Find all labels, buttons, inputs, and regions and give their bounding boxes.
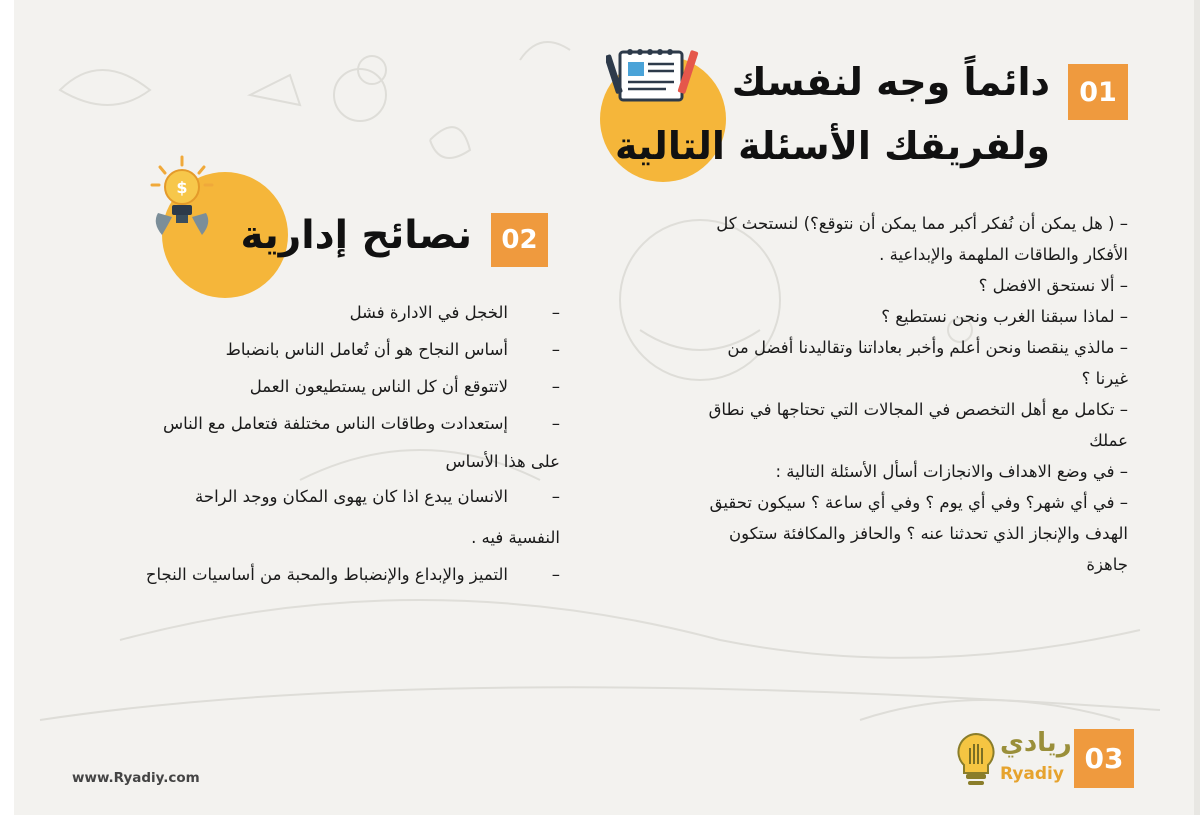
brand-name-english: Ryadiy	[1000, 764, 1064, 784]
list-dash: –	[551, 414, 560, 433]
page-number	[1074, 729, 1134, 788]
list-item	[80, 297, 560, 334]
svg-text:$: $	[176, 178, 188, 197]
hand-bulb-logo-icon	[952, 730, 1000, 790]
list-item-continuation: النفسية فيه .	[471, 528, 560, 547]
paragraph-line: – في وضع الاهداف والانجازات أسأل الأسئلة التالية :	[775, 462, 1128, 481]
paragraph-line: الهدف والإنجاز الذي تحدثنا عنه ؟ والحافز والمكافئة ستكون	[728, 524, 1128, 543]
list-item-text: الخجل في الادارة فشل	[349, 303, 508, 322]
list-dash: –	[551, 487, 560, 506]
list-item	[80, 371, 560, 408]
list-item-text: الانسان يبدع اذا كان يهوى المكان ووجد الراحة	[195, 487, 508, 506]
section1-paragraph	[588, 208, 1128, 580]
list-dash: –	[551, 303, 560, 322]
section1-title-line1: دائماً وجه لنفسك	[731, 60, 1050, 104]
paragraph-line: – ( هل يمكن أن نُفكر أكبر مما يمكن أن نتوقع؟) لنستحث كل	[716, 214, 1128, 233]
list-dash: –	[551, 377, 560, 396]
list-item	[80, 550, 560, 587]
paragraph-line: عملك	[1089, 431, 1128, 450]
brand-name-arabic: ريادي	[1000, 728, 1072, 758]
list-item	[80, 408, 560, 440]
paragraph-line: – في أي شهر؟ وفي أي يوم ؟ وفي أي ساعة ؟ سيكون تحقيق	[709, 493, 1128, 512]
section-number-02	[491, 213, 548, 267]
section-number-01	[1068, 64, 1128, 120]
lightbulb-money-icon	[150, 155, 214, 239]
section1-title-line2: ولفريقك الأسئلة التالية	[615, 124, 1050, 168]
page-number-label: 03	[1084, 742, 1124, 775]
website-link[interactable]: www.Ryadiy.com	[72, 770, 200, 786]
paragraph-line: – ألا نستحق الافضل ؟	[978, 276, 1128, 295]
list-dash: –	[551, 340, 560, 359]
list-dash: –	[551, 565, 560, 584]
list-item	[80, 334, 560, 371]
paragraph-line: – تكامل مع أهل التخصص في المجالات التي تحتاجها في نطاق	[708, 400, 1128, 419]
list-item-text: التميز والإبداع والإنضباط والمحبة من أساسيات النجاح	[145, 565, 508, 584]
paragraph-line: غيرنا ؟	[1081, 369, 1128, 388]
paragraph-line: – مالذي ينقصنا ونحن أعلم وأخبر بعاداتنا وتقاليدنا أفضل من	[727, 338, 1128, 357]
section-number-label: 02	[501, 225, 538, 255]
list-item-text: إستعدادت وطاقات الناس مختلفة فتعامل مع الناس	[163, 414, 508, 433]
list-item	[80, 481, 560, 513]
paragraph-line: جاهزة	[1086, 555, 1128, 574]
list-item-text: لاتتوقع أن كل الناس يستطيعون العمل	[249, 377, 508, 396]
tips-list	[80, 297, 560, 587]
paragraph-line: الأفكار والطاقات الملهمة والإبداعية .	[879, 245, 1128, 264]
notebook-pens-icon	[606, 44, 702, 106]
list-item-text: أساس النجاح هو أن تُعامل الناس بانضباط	[225, 340, 508, 359]
paragraph-line: – لماذا سبقنا الغرب ونحن نستطيع ؟	[881, 307, 1128, 326]
list-item-continuation: على هذا الأساس	[445, 452, 560, 471]
section-number-label: 01	[1079, 76, 1117, 108]
section2-title: نصائح إدارية	[240, 213, 472, 258]
